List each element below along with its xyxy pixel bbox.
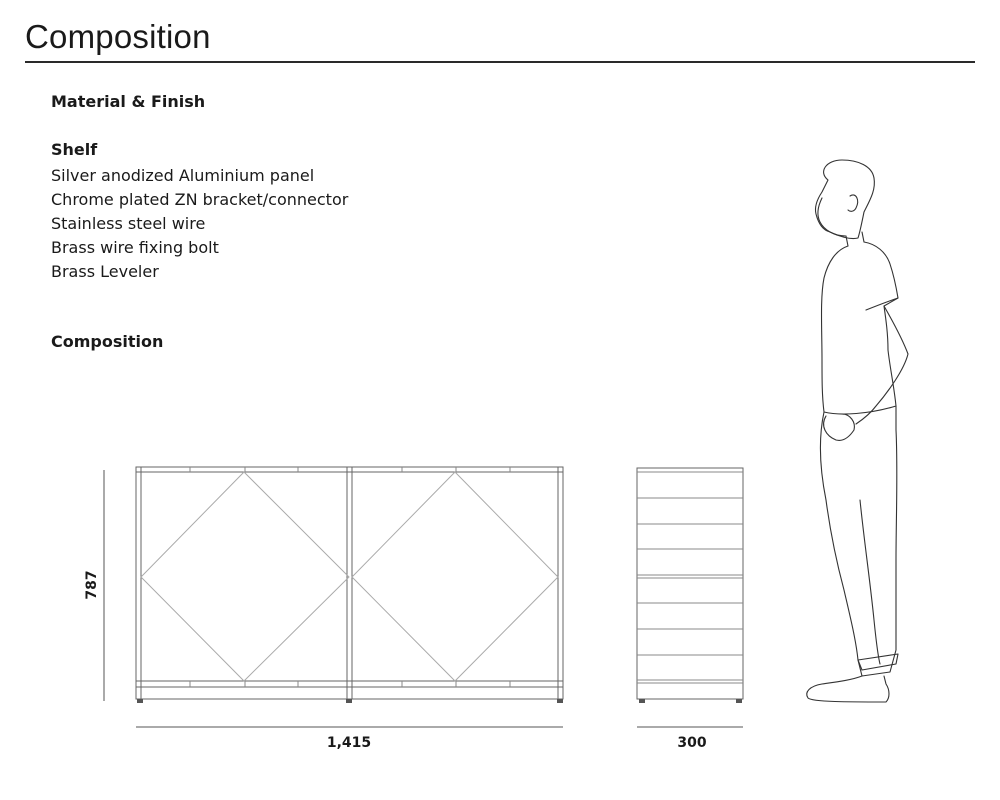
figure-hand: [824, 414, 855, 440]
material-item: Chrome plated ZN bracket/connector: [51, 190, 349, 209]
figure-beard: [818, 198, 846, 236]
material-item: Stainless steel wire: [51, 214, 206, 233]
material-item: Silver anodized Aluminium panel: [51, 166, 315, 185]
front-cross-wires: [141, 472, 558, 681]
figure-shoe: [807, 676, 889, 702]
material-item: Brass wire fixing bolt: [51, 238, 219, 257]
figure-legs: [820, 406, 897, 676]
figure-arm: [856, 306, 908, 424]
side-frame-outline: [637, 468, 743, 699]
figure-ear: [848, 195, 858, 211]
side-levelers: [639, 699, 742, 703]
figure-head: [815, 160, 874, 239]
front-rail-ticks: [190, 467, 510, 687]
side-shelf-lines: [637, 472, 743, 683]
page-title: Composition: [25, 18, 211, 55]
figure-leg-inner: [860, 500, 880, 664]
width-dimension: [136, 727, 563, 751]
material-finish-heading: Material & Finish: [51, 92, 206, 111]
width-dimension-label: 1,415: [326, 735, 372, 751]
side-view: [637, 468, 743, 703]
human-scale-figure: [807, 160, 908, 702]
front-levelers: [137, 699, 563, 703]
figure-torso: [822, 242, 899, 414]
depth-dimension-label: 300: [677, 735, 707, 751]
material-item: Brass Leveler: [51, 262, 159, 281]
figure-sleeve: [866, 298, 898, 310]
height-dimension-label: 787: [84, 570, 100, 600]
front-frame-outline: [136, 467, 563, 699]
depth-dimension: [637, 727, 743, 751]
composition-heading: Composition: [51, 332, 164, 351]
front-view: [136, 467, 563, 703]
shelf-heading: Shelf: [51, 140, 98, 159]
height-dimension: [84, 470, 104, 701]
